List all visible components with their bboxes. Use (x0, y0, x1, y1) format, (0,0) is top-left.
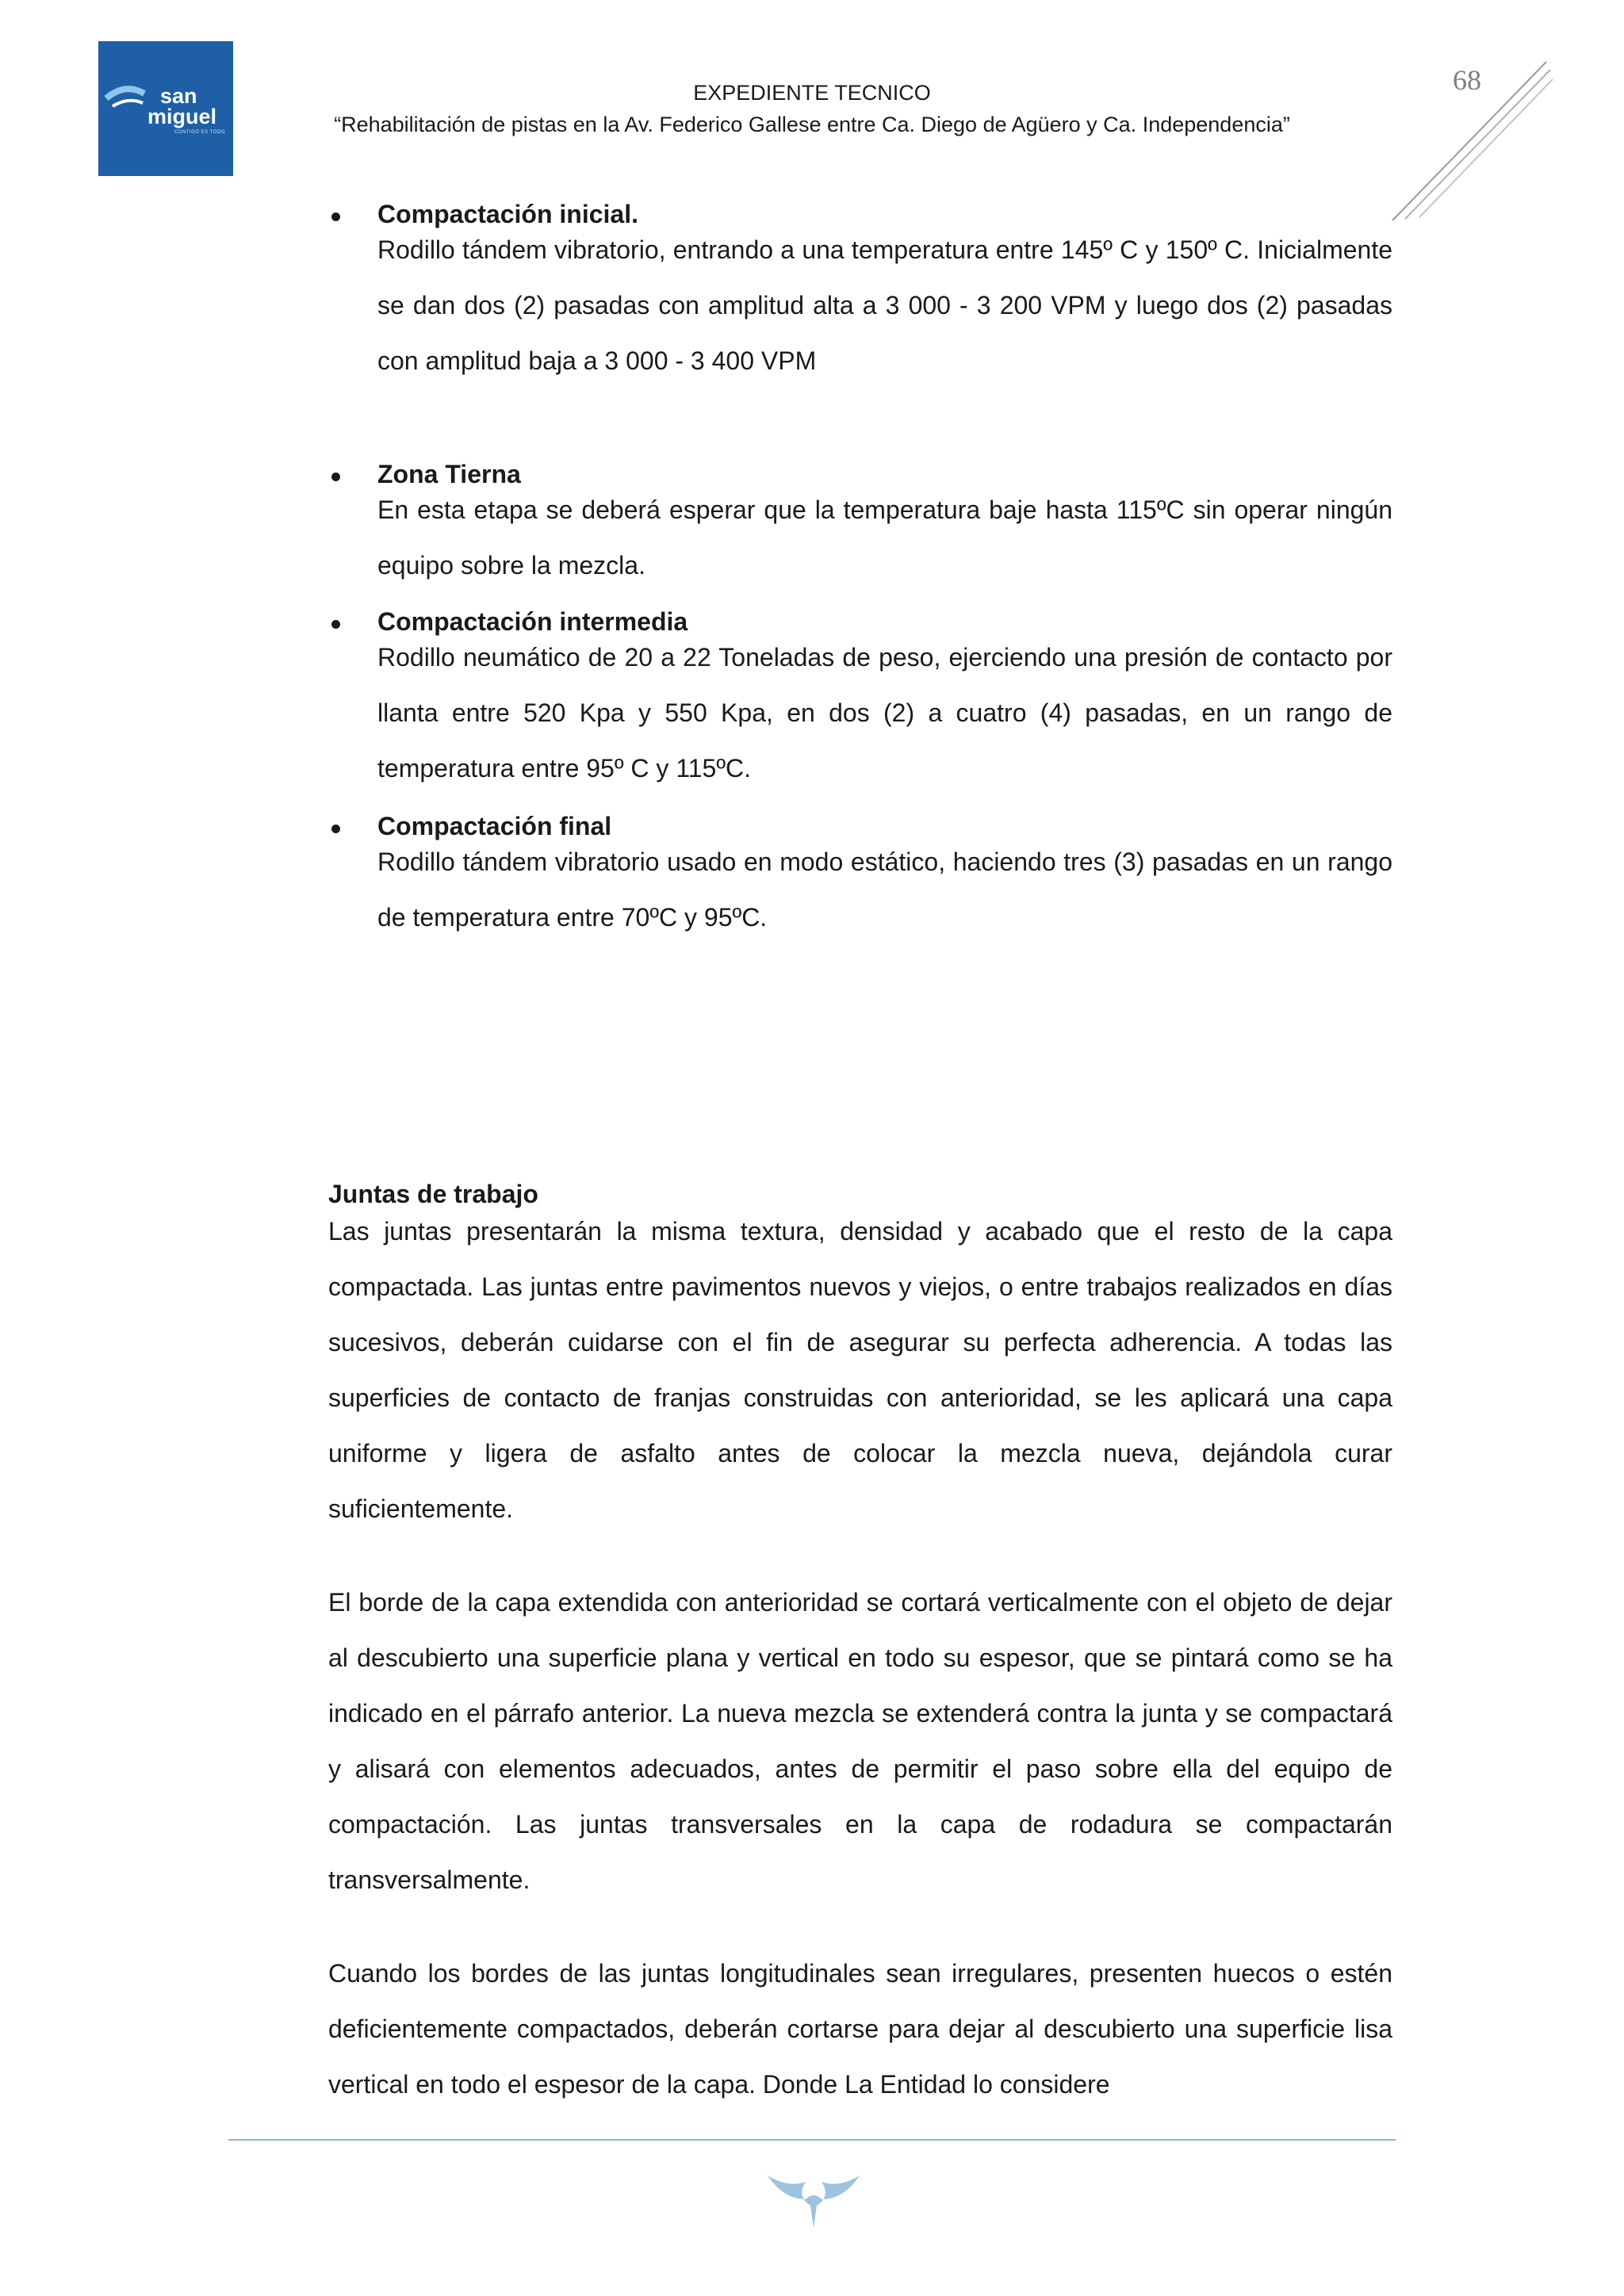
seagull-emblem-icon (764, 2164, 863, 2231)
logo-text-san: san (160, 84, 197, 108)
bullet-item (328, 457, 1392, 593)
footer-divider (228, 2139, 1396, 2141)
bullet-text: En esta etapa se deberá esperar que la temperatura baje hasta 115ºC sin operar ningún equipo sobre la mezcla. (377, 496, 1392, 580)
bullet-icon (331, 620, 340, 629)
bullet-title: Compactación inicial. (377, 200, 638, 228)
bullet-text: Rodillo tándem vibratorio usado en modo estático, haciendo tres (3) pasadas en un rango de temperatura entre 70ºC y 95ºC. (377, 848, 1392, 932)
bullet-icon (331, 212, 340, 221)
section-paragraph: Cuando los bordes de las juntas longitudinales sean irregulares, presenten huecos o estén deficientemente compactados, deberán cortarse para dejar al descubierto una superficie lisa vertical en todo el espesor de la capa. Donde La Entidad lo considere (328, 1959, 1392, 2099)
bullet-title: Zona Tierna (377, 460, 521, 488)
document-title: EXPEDIENTE TECNICO (693, 81, 931, 105)
bullet-text: Rodillo neumático de 20 a 22 Toneladas de peso, ejerciendo una presión de contacto por llanta entre 520 Kpa y 550 Kpa, en dos (2) a cuatro (4) pasadas, en un rango de temperatura entre 95º C y 115ºC. (377, 643, 1392, 783)
document-subtitle: “Rehabilitación de pistas en la Av. Federico Gallese entre Ca. Diego de Agüero y Ca. Independencia” (334, 113, 1290, 136)
section-paragraph: El borde de la capa extendida con anterioridad se cortará verticalmente con el objeto de dejar al descubierto una superficie plana y vertical en todo su espesor, que se pintará como se ha indicado en el párrafo anterior. La nueva mezcla se extenderá contra la junta y se compactará y alisará con elementos adecuados, antes de permitir el paso sobre ella del equipo de compactación. Las juntas transversales en la capa de rodadura se compactarán transversalmente. (328, 1588, 1392, 1894)
page-number: 68 (1453, 64, 1481, 96)
bullet-item (328, 197, 1392, 388)
diagonal-lines-icon (1388, 55, 1554, 230)
bullet-title: Compactación final (377, 812, 612, 840)
logo-tagline: CONTIGO ES TODO (174, 130, 225, 135)
bullet-text: Rodillo tándem vibratorio, entrando a una temperatura entre 145º C y 150º C. Inicialmente se dan dos (2) pasadas con amplitud alta a 3 000 - 3 200 VPM y luego dos (2) pasadas con amplitud baja a 3 000 - 3 400 VPM (377, 235, 1392, 375)
bullet-item (328, 809, 1392, 945)
bullet-icon (331, 473, 340, 481)
section-paragraph: Las juntas presentarán la misma textura, densidad y acabado que el resto de la capa compactada. Las juntas entre pavimentos nuevos y viejos, o entre trabajos realizados en días sucesivos, deberán cuidarse con el fin de asegurar su perfecta adherencia. A todas las superficies de contacto de franjas construidas con anterioridad, se les aplicará una capa uniforme y ligera de asfalto antes de colocar la mezcla nueva, dejándola curar suficientemente. (328, 1217, 1392, 1523)
bullet-item (328, 604, 1392, 796)
section-heading: Juntas de trabajo (328, 1180, 538, 1208)
bullet-title: Compactación intermedia (377, 607, 688, 636)
logo-text-miguel: miguel (147, 105, 217, 128)
san-miguel-logo (98, 41, 233, 176)
bullet-icon (331, 825, 340, 833)
